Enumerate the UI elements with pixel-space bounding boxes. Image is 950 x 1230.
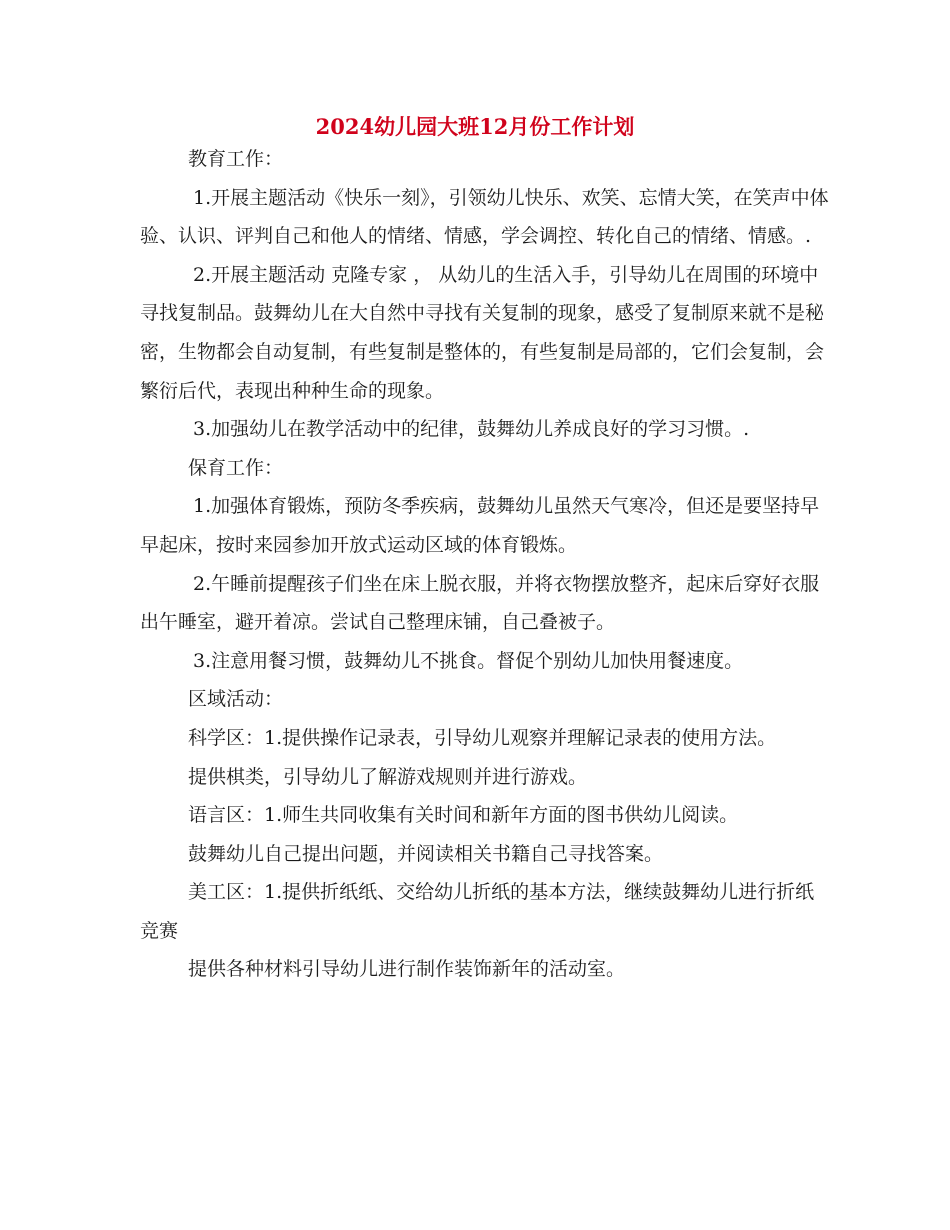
paragraph: 科学区：1.提供操作记录表，引导幼儿观察并理解记录表的使用方法。 — [188, 726, 777, 749]
paragraph: 保育工作： — [188, 456, 284, 479]
paragraph: 2.午睡前提醒孩子们坐在床上脱衣服，并将衣物摆放整齐，起床后穿好衣服出午睡室，避开着凉。尝试自己整理床铺，自己叠被子。 — [140, 572, 820, 634]
paragraph: 1.开展主题活动《快乐一刻》，引领幼儿快乐、欢笑、忘情大笑，在笑声中体验、认识、评判自己和他人的情绪、情感，学会调控、转化自己的情绪、情感。. — [140, 186, 829, 248]
paragraph: 鼓舞幼儿自己提出问题，并阅读相关书籍自己寻找答案。 — [188, 842, 664, 865]
paragraph: 教育工作： — [188, 148, 284, 170]
paragraph: 区域活动： — [188, 688, 284, 711]
paragraph: 提供各种材料引导幼儿进行制作装饰新年的活动室。 — [188, 958, 626, 981]
paragraph: 2.开展主题活动 克隆专家 ， 从幼儿的生活入手，引导幼儿在周围的环境中寻找复制品。鼓舞幼儿在大自然中寻找有关复制的现象，感受了复制原来就不是秘密，生物都会自动复制，有些复制是整体的，有些复制是局部的，它们会复制，会繁衍后代，表现出种种生命的现象。 — [140, 263, 825, 402]
document-body — [140, 140, 830, 989]
paragraph: 3.加强幼儿在教学活动中的纪律，鼓舞幼儿养成良好的学习习惯。. — [193, 418, 750, 441]
paragraph: 3.注意用餐习惯，鼓舞幼儿不挑食。督促个别幼儿加快用餐速度。 — [193, 649, 744, 672]
paragraph: 1.加强体育锻炼，预防冬季疾病，鼓舞幼儿虽然天气寒冷，但还是要坚持早早起床，按时来园参加开放式运动区域的体育锻炼。 — [140, 495, 820, 556]
paragraph: 提供棋类，引导幼儿了解游戏规则并进行游戏。 — [188, 765, 588, 788]
paragraph: 美工区：1.提供折纸纸、交给幼儿折纸的基本方法，继续鼓舞幼儿进行折纸竞赛 — [140, 881, 815, 942]
document-title: 2024幼儿园大班12月份工作计划 — [315, 114, 635, 139]
paragraph: 语言区：1.师生共同收集有关时间和新年方面的图书供幼儿阅读。 — [188, 804, 739, 827]
